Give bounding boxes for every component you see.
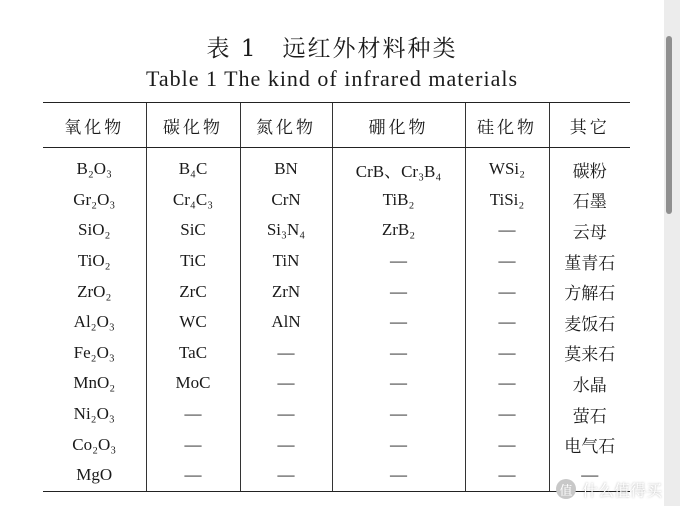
table-body bbox=[43, 148, 630, 492]
table-cell: 碳粉 bbox=[549, 148, 630, 185]
table-cell: B₄C bbox=[146, 148, 240, 185]
table-cell: — bbox=[332, 460, 465, 491]
table-cell: — bbox=[240, 368, 332, 399]
table-cell: AlN bbox=[240, 307, 332, 338]
table-title-cn: 表 1 远红外材料种类 bbox=[206, 36, 458, 62]
table-cell: 萤石 bbox=[549, 399, 630, 430]
table-row bbox=[43, 399, 630, 430]
table-cell: TiN bbox=[240, 246, 332, 277]
table-cell: WC bbox=[146, 307, 240, 338]
scrollbar-thumb[interactable] bbox=[666, 36, 672, 214]
table-cell: — bbox=[240, 460, 332, 491]
table-cell: 麦饭石 bbox=[549, 307, 630, 338]
table-cell: — bbox=[465, 246, 549, 277]
table-row bbox=[43, 307, 630, 338]
table-cell: ZrB₂ bbox=[332, 215, 465, 246]
table-title-en: Table 1 The kind of infrared materials bbox=[145, 66, 519, 91]
table-row bbox=[43, 276, 630, 307]
table-cell: Fe₂O₃ bbox=[73, 342, 115, 362]
table-cell: MoC bbox=[146, 368, 240, 399]
watermark-text: 什么值得买 bbox=[582, 480, 663, 500]
table-cell: SiO₂ bbox=[78, 220, 111, 240]
table-row bbox=[43, 460, 630, 491]
table-cell: — bbox=[332, 399, 465, 430]
table-cell: — bbox=[465, 460, 549, 491]
table-cell: 云母 bbox=[549, 215, 630, 246]
table-cell: WSi₂ bbox=[465, 148, 549, 185]
table-cell: — bbox=[465, 215, 549, 246]
table-cell: — bbox=[465, 399, 549, 430]
table-cell: Cr₄C₃ bbox=[146, 185, 240, 216]
watermark bbox=[556, 476, 662, 502]
table-cell: 方解石 bbox=[549, 276, 630, 307]
table-cell: — bbox=[465, 307, 549, 338]
column-header: 碳化物 bbox=[146, 103, 240, 148]
table-cell: 石墨 bbox=[549, 185, 630, 216]
table-row bbox=[43, 246, 630, 277]
table-cell: SiC bbox=[146, 215, 240, 246]
table-row bbox=[43, 368, 630, 399]
table-cell: MnO₂ bbox=[73, 373, 116, 393]
column-header: 氧化物 bbox=[43, 103, 146, 148]
table-cell: 堇青石 bbox=[549, 246, 630, 277]
table-cell: CrN bbox=[240, 185, 332, 216]
table-cell: 水晶 bbox=[549, 368, 630, 399]
table-cell: ZrN bbox=[240, 276, 332, 307]
table-cell: — bbox=[465, 368, 549, 399]
table-row bbox=[43, 215, 630, 246]
column-header: 氮化物 bbox=[240, 103, 332, 148]
table-cell: — bbox=[332, 307, 465, 338]
table-cell: — bbox=[465, 338, 549, 369]
table-cell: MgO bbox=[43, 460, 146, 491]
table-cell: Si₃N₄ bbox=[240, 215, 332, 246]
table-cell: B₂O₃ bbox=[76, 159, 112, 179]
table-cell: TiB₂ bbox=[332, 185, 465, 216]
table-cell: — bbox=[332, 429, 465, 460]
table-cell: — bbox=[465, 429, 549, 460]
materials-table bbox=[43, 102, 630, 492]
table-cell: — bbox=[332, 338, 465, 369]
table-cell: — bbox=[240, 338, 332, 369]
table-cell: — bbox=[332, 246, 465, 277]
table-cell: Al₂O₃ bbox=[73, 312, 115, 332]
column-header: 硅化物 bbox=[465, 103, 549, 148]
table-row bbox=[43, 148, 630, 185]
table-cell: 莫来石 bbox=[549, 338, 630, 369]
table-cell: TiO₂ bbox=[77, 251, 111, 271]
table-row bbox=[43, 338, 630, 369]
table-row bbox=[43, 185, 630, 216]
table-header-row bbox=[43, 103, 630, 148]
table-cell: TaC bbox=[146, 338, 240, 369]
table-cell: — bbox=[240, 429, 332, 460]
table-cell: Gr₂O₃ bbox=[73, 189, 116, 209]
table-cell: — bbox=[332, 368, 465, 399]
table-cell: CrB、Cr₃B₄ bbox=[332, 148, 465, 185]
table-cell: — bbox=[465, 276, 549, 307]
table-cell: TiSi₂ bbox=[465, 185, 549, 216]
table-cell: — bbox=[146, 460, 240, 491]
table-cell: TiC bbox=[146, 246, 240, 277]
table-cell: — bbox=[146, 399, 240, 430]
table-cell: — bbox=[549, 460, 630, 491]
table-cell: 电气石 bbox=[549, 429, 630, 460]
table-cell: Ni₂O₃ bbox=[73, 404, 115, 424]
table-cell: — bbox=[146, 429, 240, 460]
column-header: 其它 bbox=[549, 103, 630, 148]
zhi-logo-icon: 值 bbox=[556, 479, 576, 499]
table-cell: ZrC bbox=[146, 276, 240, 307]
table-cell: Co₂O₃ bbox=[72, 434, 117, 454]
table-cell: — bbox=[240, 399, 332, 430]
table-cell: BN bbox=[240, 148, 332, 185]
table-row bbox=[43, 429, 630, 460]
column-header: 硼化物 bbox=[332, 103, 465, 148]
table-cell: ZrO₂ bbox=[77, 281, 112, 301]
table-cell: — bbox=[332, 276, 465, 307]
